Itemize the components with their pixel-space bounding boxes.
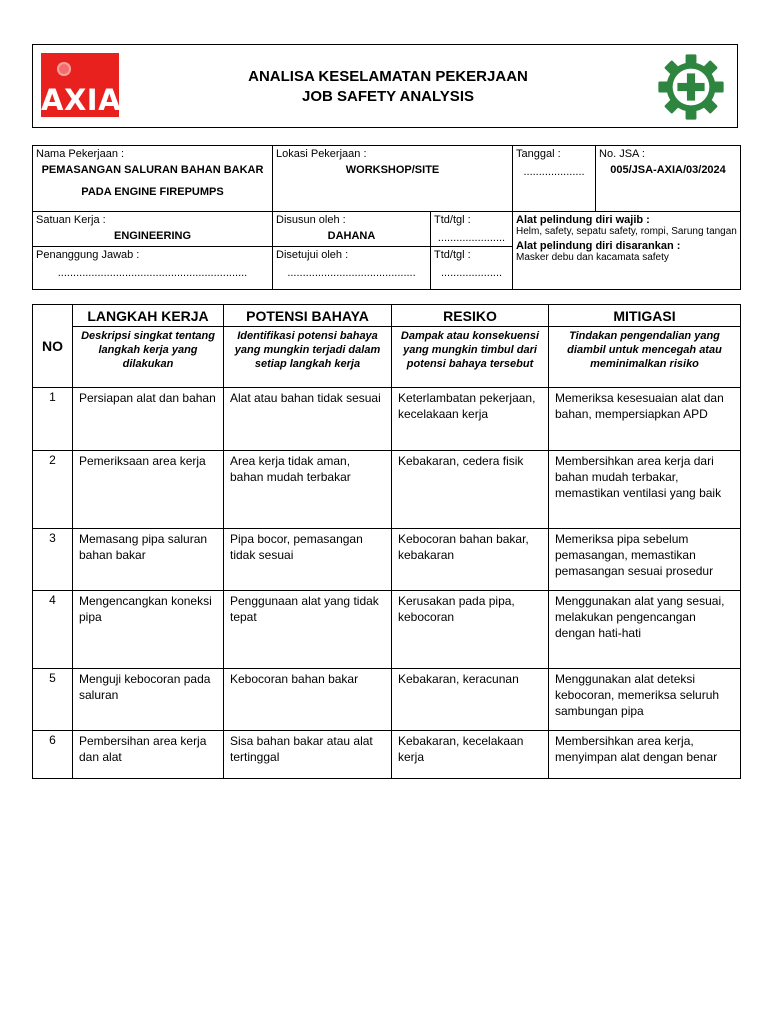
row-number: 2 [33, 451, 73, 529]
row-number: 4 [33, 591, 73, 669]
table-row [33, 669, 741, 731]
resiko-cell: Kebakaran, keracunan [392, 669, 549, 731]
ttd-label-1: Ttd/tgl : [434, 214, 471, 226]
document-header [32, 44, 738, 128]
penanggung-cell [33, 247, 273, 290]
potensi-bahaya-cell: Area kerja tidak aman, bahan mudah terbakar [224, 451, 392, 529]
jsa-table [32, 304, 741, 779]
tanggal-cell [513, 146, 596, 212]
ttd-label-2: Ttd/tgl : [434, 249, 471, 261]
apd-wajib-value: Helm, safety, sepatu safety, rompi, Sarung tangan [516, 226, 737, 237]
langkah-kerja-cell: Mengencangkan koneksi pipa [73, 591, 224, 669]
potensi-bahaya-cell: Penggunaan alat yang tidak tepat [224, 591, 392, 669]
ttd-value-1: ...................... [437, 232, 506, 244]
desc-resiko: Dampak atau konsekuensi yang mungkin timbul dari potensi bahaya tersebut [392, 327, 549, 388]
table-row [33, 388, 741, 451]
title-line-1: ANALISA KESELAMATAN PEKERJAAN [248, 68, 528, 85]
tanggal-label: Tanggal : [516, 148, 561, 160]
nama-pekerjaan-label: Nama Pekerjaan : [36, 148, 125, 160]
disetujui-value: .......................................... [287, 267, 416, 279]
langkah-kerja-cell: Memasang pipa saluran bahan bakar [73, 529, 224, 591]
resiko-cell: Kebakaran, kecelakaan kerja [392, 731, 549, 779]
disusun-cell [273, 212, 431, 247]
nama-pekerjaan-cell [33, 146, 273, 212]
satuan-kerja-cell [33, 212, 273, 247]
satuan-kerja-label: Satuan Kerja : [36, 214, 106, 226]
header-resiko: RESIKO [392, 305, 549, 327]
header-langkah-kerja: LANGKAH KERJA [73, 305, 224, 327]
lokasi-cell [273, 146, 513, 212]
potensi-bahaya-cell: Pipa bocor, pemasangan tidak sesuai [224, 529, 392, 591]
mitigasi-cell: Menggunakan alat deteksi kebocoran, memeriksa seluruh sambungan pipa [549, 669, 741, 731]
desc-mitigasi: Tindakan pengendalian yang diambil untuk mencegah atau meminimalkan risiko [549, 327, 741, 388]
row-number: 1 [33, 388, 73, 451]
desc-potensi-bahaya: Identifikasi potensi bahaya yang mungkin terjadi dalam setiap langkah kerja [224, 327, 392, 388]
mitigasi-cell: Membersihkan area kerja, menyimpan alat dengan benar [549, 731, 741, 779]
header-mitigasi: MITIGASI [549, 305, 741, 327]
row-number: 3 [33, 529, 73, 591]
mitigasi-cell: Memeriksa kesesuaian alat dan bahan, mempersiapkan APD [549, 388, 741, 451]
table-row [33, 731, 741, 779]
row-number: 6 [33, 731, 73, 779]
desc-langkah-kerja: Deskripsi singkat tentang langkah kerja yang dilakukan [73, 327, 224, 388]
penanggung-label: Penanggung Jawab : [36, 249, 140, 261]
potensi-bahaya-cell: Kebocoran bahan bakar [224, 669, 392, 731]
document-title [153, 67, 623, 107]
lokasi-value: WORKSHOP/SITE [345, 164, 440, 176]
langkah-kerja-cell: Pembersihan area kerja dan alat [73, 731, 224, 779]
axia-logo [41, 53, 122, 117]
disusun-value: DAHANA [327, 230, 376, 242]
no-jsa-label: No. JSA : [599, 148, 645, 160]
disusun-label: Disusun oleh : [276, 214, 346, 226]
logo-wordmark: AXIA [41, 83, 122, 117]
table-row [33, 529, 741, 591]
safety-gear-cross-icon [657, 53, 725, 121]
langkah-kerja-cell: Pemeriksaan area kerja [73, 451, 224, 529]
no-jsa-value: 005/JSA-AXIA/03/2024 [610, 164, 726, 176]
logo-circle-icon [57, 62, 71, 76]
tanggal-value: .................... [523, 166, 585, 178]
table-row [33, 591, 741, 669]
resiko-cell: Keterlambatan pekerjaan, kecelakaan kerja [392, 388, 549, 451]
title-line-2: JOB SAFETY ANALYSIS [302, 88, 474, 105]
apd-wajib-label: Alat pelindung diri wajib : [516, 214, 650, 226]
langkah-kerja-cell: Persiapan alat dan bahan [73, 388, 224, 451]
apd-disarankan-value: Masker debu dan kacamata safety [516, 252, 669, 263]
ttd-value-2: .................... [440, 267, 503, 279]
resiko-cell: Kebakaran, cedera fisik [392, 451, 549, 529]
mitigasi-cell: Memeriksa pipa sebelum pemasangan, memastikan pemasangan sesuai prosedur [549, 529, 741, 591]
potensi-bahaya-cell: Sisa bahan bakar atau alat tertinggal [224, 731, 392, 779]
lokasi-label: Lokasi Pekerjaan : [276, 148, 367, 160]
mitigasi-cell: Menggunakan alat yang sesuai, melakukan pengencangan dengan hati-hati [549, 591, 741, 669]
ttd-cell-2 [431, 247, 513, 290]
langkah-kerja-cell: Menguji kebocoran pada saluran [73, 669, 224, 731]
potensi-bahaya-cell: Alat atau bahan tidak sesuai [224, 388, 392, 451]
disetujui-label: Disetujui oleh : [276, 249, 349, 261]
penanggung-value: .............................................................. [57, 267, 248, 279]
disetujui-cell [273, 247, 431, 290]
nama-pekerjaan-value-1: PEMASANGAN SALURAN BAHAN BAKAR [41, 164, 264, 176]
ttd-cell-1 [431, 212, 513, 247]
resiko-cell: Kebocoran bahan bakar, kebakaran [392, 529, 549, 591]
table-row [33, 451, 741, 529]
mitigasi-cell: Membersihkan area kerja dari bahan mudah terbakar, memastikan ventilasi yang baik [549, 451, 741, 529]
nama-pekerjaan-value-2: PADA ENGINE FIREPUMPS [81, 186, 224, 198]
header-potensi-bahaya: POTENSI BAHAYA [224, 305, 392, 327]
no-header: NO [33, 305, 73, 388]
apd-cell [513, 212, 741, 290]
resiko-cell: Kerusakan pada pipa, kebocoran [392, 591, 549, 669]
job-info-table [32, 145, 741, 290]
row-number: 5 [33, 669, 73, 731]
apd-disarankan-label: Alat pelindung diri disarankan : [516, 240, 681, 252]
no-jsa-cell [596, 146, 741, 212]
satuan-kerja-value: ENGINEERING [113, 230, 191, 242]
